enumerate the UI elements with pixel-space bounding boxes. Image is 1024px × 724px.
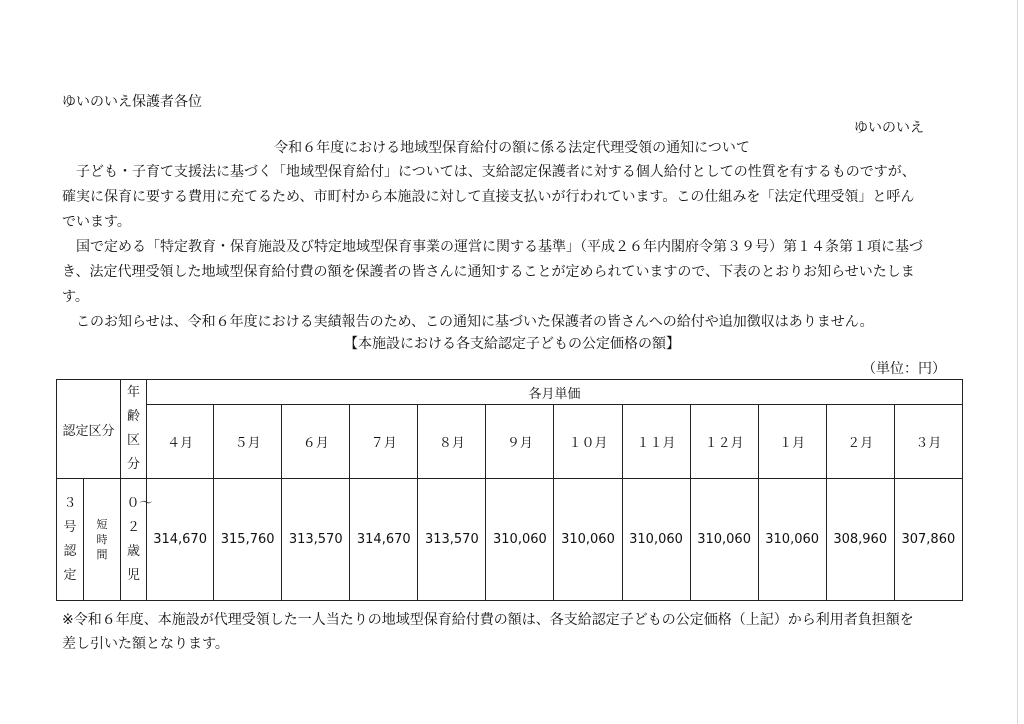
age-cell <box>121 479 153 601</box>
addressee: ゆいのいえ保護者各位 <box>62 94 202 110</box>
paragraph-1 <box>62 160 968 235</box>
month-header: ８月 <box>418 405 486 479</box>
value-cell: 310,060 <box>486 479 554 601</box>
header-age: 年齢区分 <box>127 385 141 472</box>
paragraph-line: 子ども・子育て支援法に基づく「地域型保育給付」については、支給認定保護者に対する個人給付としての性質を有するものですが、 <box>76 164 916 180</box>
month-header: ２月 <box>826 405 894 479</box>
value-cell: 314,670 <box>147 479 214 601</box>
month-header: １月 <box>758 405 826 479</box>
row-age: ０〜２歳児 <box>126 495 153 583</box>
table-row <box>57 479 963 601</box>
value-cell: 310,060 <box>554 479 622 601</box>
month-header: １０月 <box>554 405 622 479</box>
month-header: ５月 <box>214 405 282 479</box>
month-header: ３月 <box>894 405 962 479</box>
category-cell <box>57 479 84 601</box>
paragraph-line: でいます。 <box>62 214 131 230</box>
value-cell: 308,960 <box>826 479 894 601</box>
value-cell: 307,860 <box>894 479 962 601</box>
month-header: ６月 <box>282 405 350 479</box>
header-category: 認定区分 <box>57 380 121 479</box>
value-cell: 315,760 <box>214 479 282 601</box>
value-cell: 310,060 <box>690 479 758 601</box>
footnote <box>62 608 968 656</box>
header-monthly: 各月単価 <box>147 380 963 405</box>
month-header: ７月 <box>350 405 418 479</box>
paragraph-3 <box>62 310 968 335</box>
value-cell: 313,570 <box>282 479 350 601</box>
paragraph-line: 確実に保育に要する費用に充てるため、市町村から本施設に対して直接支払いが行われています。この仕組みを「法定代理受領」と呼ん <box>62 189 915 205</box>
value-cell: 310,060 <box>758 479 826 601</box>
table-title: 【本施設における各支給認定子どもの公定価格の額】 <box>344 336 680 352</box>
header-age-cell <box>121 380 147 479</box>
footnote-line: 差し引いた額となります。 <box>62 636 229 652</box>
document-title: 令和６年度における地域型保育給付の額に係る法定代理受領の通知について <box>274 140 750 156</box>
month-header: １２月 <box>690 405 758 479</box>
footnote-line: ※令和６年度、本施設が代理受領した一人当たりの地域型保育給付費の額は、各支給認定子どもの公定価格（上記）から利用者負担額を <box>62 612 914 628</box>
sender: ゆいのいえ <box>854 120 924 136</box>
paragraph-line: このお知らせは、令和６年度における実績報告のため、この通知に基づいた保護者の皆さんへの給付や追加徴収はありません。 <box>76 314 874 330</box>
page-edge <box>1017 0 1018 724</box>
paragraph-line: 国で定める「特定教育・保育施設及び特定地域型保育事業の運営に関する基準」（平成２６年内閣府令第３９号）第１４条第１項に基づ <box>76 239 923 255</box>
paragraph-line: き、法定代理受領した地域型保育給付費の額を保護者の皆さんに通知することが定められていますので、下表のとおりお知らせいたしま <box>62 264 915 280</box>
month-header: １１月 <box>622 405 690 479</box>
value-cell: 310,060 <box>622 479 690 601</box>
fee-table <box>56 379 963 601</box>
subcategory-cell <box>84 479 121 601</box>
paragraph-2 <box>62 235 968 310</box>
value-cell: 314,670 <box>350 479 418 601</box>
value-cell: 313,570 <box>418 479 486 601</box>
month-header: ４月 <box>147 405 214 479</box>
row-category: ３号認定 <box>63 495 77 583</box>
unit-label: （単位：円） <box>862 361 946 377</box>
month-header: ９月 <box>486 405 554 479</box>
row-subcategory: 短時間 <box>96 518 108 561</box>
paragraph-line: す。 <box>62 289 89 305</box>
